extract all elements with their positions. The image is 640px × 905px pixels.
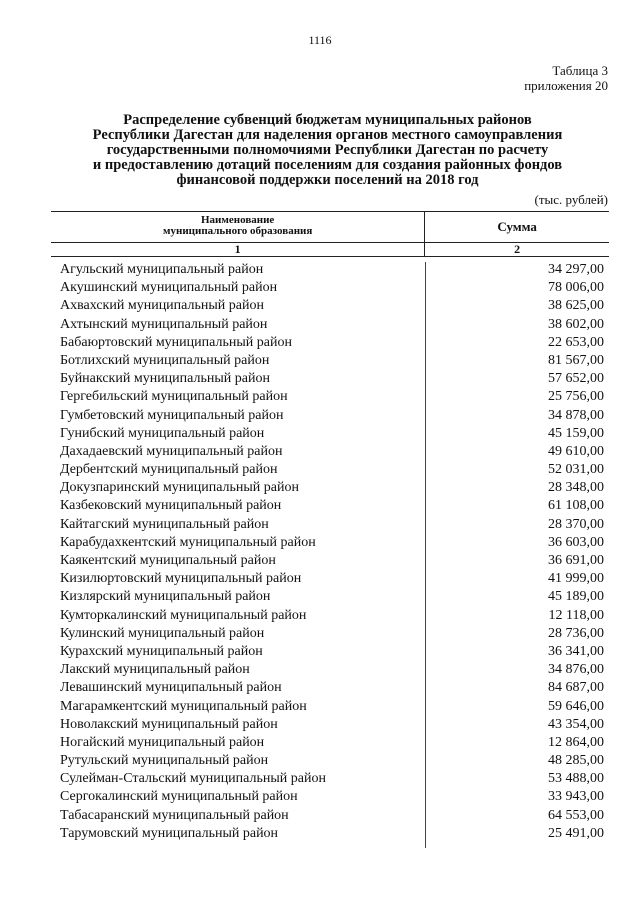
district-name: Тарумовский муниципальный район [60, 825, 279, 841]
title-line: и предоставлению дотаций поселениям для создания районных фондов [92, 157, 563, 173]
table-row [60, 807, 604, 825]
table-reference [524, 63, 608, 93]
subvention-amount: 28 348,00 [548, 480, 604, 496]
district-name: Кумторкалинский муниципальный район [60, 607, 307, 623]
district-name: Дербентский муниципальный район [60, 462, 278, 478]
table-row [60, 788, 604, 806]
table-row [60, 698, 604, 716]
subvention-amount: 33 943,00 [548, 789, 604, 805]
subvention-amount: 81 567,00 [548, 352, 604, 368]
title-line: Распределение субвенций бюджетам муниципальных районов [123, 112, 532, 128]
table-row [60, 388, 604, 406]
table-row [60, 516, 604, 534]
district-name: Докузпаринский муниципальный район [60, 480, 299, 496]
district-name: Левашинский муниципальный район [60, 680, 282, 696]
district-name: Курахский муниципальный район [60, 643, 263, 659]
subvention-amount: 43 354,00 [548, 716, 604, 732]
table-row [60, 661, 604, 679]
table-row [60, 334, 604, 352]
document-title [40, 113, 615, 188]
table-row [60, 534, 604, 552]
table-row [60, 370, 604, 388]
subvention-amount: 36 341,00 [548, 643, 604, 659]
table-row [60, 352, 604, 370]
table-row [60, 770, 604, 788]
table-row [60, 716, 604, 734]
table-row [60, 625, 604, 643]
table-row [60, 479, 604, 497]
subvention-amount: 57 652,00 [548, 371, 604, 387]
table-row [60, 425, 604, 443]
district-name: Каякентский муниципальный район [60, 553, 276, 568]
district-name: Лакский муниципальный район [60, 662, 250, 678]
subvention-amount: 38 625,00 [548, 298, 604, 314]
table-reference-line: приложения 20 [524, 78, 608, 93]
column-header-name [51, 212, 424, 242]
title-line: Республики Дагестан для наделения органов местного самоуправления [92, 127, 563, 143]
district-name: Буйнакский муниципальный район [60, 371, 270, 387]
district-name: Рутульский муниципальный район [60, 753, 269, 769]
district-name: Сергокалинский муниципальный район [60, 789, 298, 805]
table-row [60, 552, 604, 570]
subvention-amount: 36 691,00 [548, 553, 604, 568]
table-header-row [51, 212, 609, 242]
table-row [60, 643, 604, 661]
table-row [60, 497, 604, 515]
subvention-amount: 53 488,00 [548, 771, 604, 787]
district-name: Дахадаевский муниципальный район [60, 443, 283, 459]
subvention-amount: 25 756,00 [548, 389, 604, 405]
subvention-amount: 59 646,00 [548, 698, 604, 714]
district-name: Магарамкентский муниципальный район [60, 698, 307, 714]
subvention-amount: 52 031,00 [548, 462, 604, 478]
column-header-sum: Сумма [424, 212, 609, 242]
district-name: Гумбетовский муниципальный район [60, 407, 284, 423]
table-row [60, 825, 604, 843]
table-row [60, 461, 604, 479]
district-name: Гунибский муниципальный район [60, 425, 265, 441]
unit-label: (тыс. рублей) [534, 192, 608, 207]
district-name: Сулейман-Стальский муниципальный район [60, 771, 326, 787]
district-name: Кулинский муниципальный район [60, 625, 265, 641]
column-header-name-line: муниципального образования [162, 225, 313, 237]
table-row [60, 570, 604, 588]
column-header-name-line: Наименование [200, 214, 275, 226]
page-number: 1116 [308, 33, 332, 47]
district-name: Табасаранский муниципальный район [60, 807, 289, 823]
table-row [60, 752, 604, 770]
district-name: Кизлярский муниципальный район [60, 589, 271, 605]
column-number: 1 [234, 242, 241, 256]
subvention-amount: 64 553,00 [548, 807, 604, 823]
district-name: Бабаюртовский муниципальный район [60, 334, 292, 350]
subvention-amount: 36 603,00 [548, 534, 604, 550]
subvention-amount: 34 878,00 [548, 407, 604, 423]
subvention-amount: 12 864,00 [548, 734, 604, 750]
table-reference-line: Таблица 3 [552, 63, 608, 78]
subvention-amount: 84 687,00 [548, 680, 604, 696]
district-name: Агульский муниципальный район [60, 262, 264, 277]
subvention-amount: 22 653,00 [548, 334, 604, 350]
subvention-amount: 38 602,00 [548, 316, 604, 332]
title-line: финансовой поддержки поселений на 2018 год [176, 172, 479, 188]
subvention-amount: 48 285,00 [548, 753, 604, 769]
district-name: Казбековский муниципальный район [60, 498, 282, 514]
district-name: Ахтынский муниципальный район [60, 316, 268, 332]
district-name: Ботлихский муниципальный район [60, 352, 270, 368]
table-row [60, 588, 604, 606]
district-name: Акушинский муниципальный район [60, 280, 278, 296]
subvention-amount: 12 118,00 [548, 607, 604, 623]
district-name: Кайтагский муниципальный район [60, 516, 269, 532]
table-row [60, 261, 604, 279]
subvention-amount: 49 610,00 [548, 443, 604, 459]
district-name: Ахвахский муниципальный район [60, 298, 264, 314]
district-name: Карабудахкентский муниципальный район [60, 534, 316, 550]
table-row [60, 734, 604, 752]
column-number: 2 [424, 243, 609, 256]
subvention-amount: 34 297,00 [548, 262, 604, 277]
table-row [60, 679, 604, 697]
table-header [51, 211, 609, 257]
table-row [60, 407, 604, 425]
table-body [60, 261, 604, 843]
subvention-amount: 34 876,00 [548, 662, 604, 678]
title-line: государственными полномочиями Республики Дагестан по расчету [106, 142, 549, 158]
district-name: Кизилюртовский муниципальный район [60, 571, 302, 587]
table-row [60, 443, 604, 461]
district-name: Гергебильский муниципальный район [60, 389, 288, 405]
column-number-row [51, 242, 609, 256]
subvention-amount: 61 108,00 [548, 498, 604, 514]
subvention-amount: 41 999,00 [548, 571, 604, 587]
district-name: Ногайский муниципальный район [60, 734, 265, 750]
table-row [60, 607, 604, 625]
subvention-amount: 45 159,00 [548, 425, 604, 441]
table-row [60, 297, 604, 315]
subvention-amount: 45 189,00 [548, 589, 604, 605]
table-row [60, 279, 604, 297]
subvention-amount: 25 491,00 [548, 825, 604, 841]
subvention-amount: 78 006,00 [548, 280, 604, 296]
subvention-amount: 28 736,00 [548, 625, 604, 641]
table-row [60, 316, 604, 334]
district-name: Новолакский муниципальный район [60, 716, 278, 732]
subvention-amount: 28 370,00 [548, 516, 604, 532]
